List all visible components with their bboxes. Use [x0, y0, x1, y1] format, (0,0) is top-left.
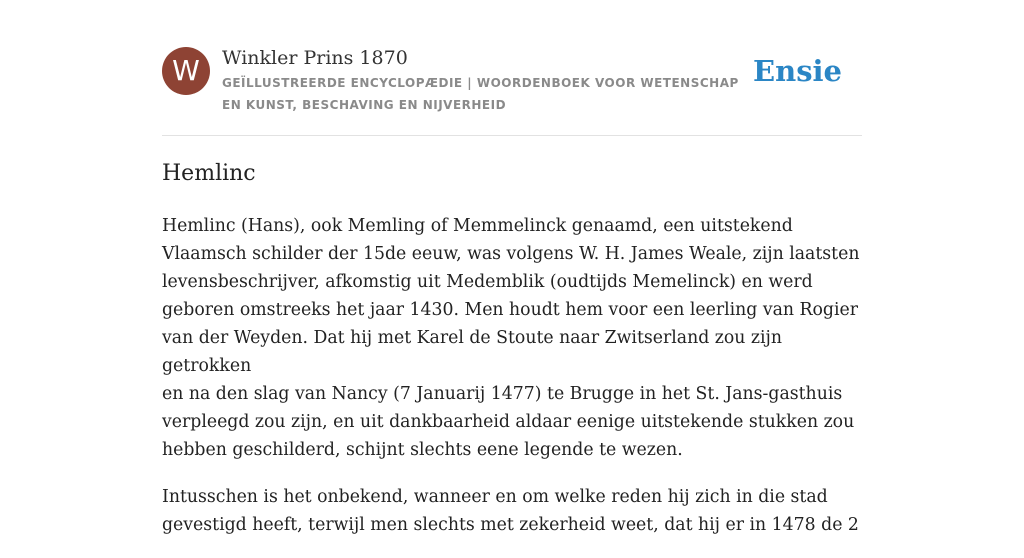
ensie-logo[interactable]: Ensie — [753, 54, 842, 88]
article-body — [162, 212, 862, 558]
entry-title: Hemlinc — [162, 161, 256, 186]
article-paragraph: Intusschen is het onbekend, wanneer en om welke reden hij zich in die stad gevestigd heeft, terwijl men slechts met zekerheid weet, dat hij er in 1478 de 2 — [162, 487, 859, 535]
source-title-link[interactable]: Winkler Prins 1870 — [222, 47, 408, 69]
source-subtitle: GEÏLLUSTREERDE ENCYCLOPÆDIE | WOORDENBOEK VOOR WETENSCHAP EN KUNST, BESCHAVING EN NIJVERHEID — [222, 76, 739, 112]
source-avatar[interactable]: W — [162, 47, 210, 95]
header-divider — [162, 135, 862, 136]
source-header — [162, 46, 862, 136]
article-paragraph: Hemlinc (Hans), ook Memling of Memmelinck genaamd, een uitstekend Vlaamsch schilder der 15de eeuw, was volgens W. H. James Weale, zijn laatsten levensbeschrijver, afkomstig uit Medemblik (oudtijds Memelinck) en werd geboren omstreeks het jaar 1430. Men houdt hem voor een leerling van Rogier van der Weyden. Dat hij met Karel de Stoute naar Zwitserland zou zijn getrokken en na den slag van Nancy (7 Januarij 1477) te Brugge in het St. Jans-gasthuis verpleegd zou zijn, en uit dankbaarheid aldaar eenige uitstekende stukken zou hebben geschilderd, schijnt slechts eene legende te wezen. — [162, 216, 860, 460]
